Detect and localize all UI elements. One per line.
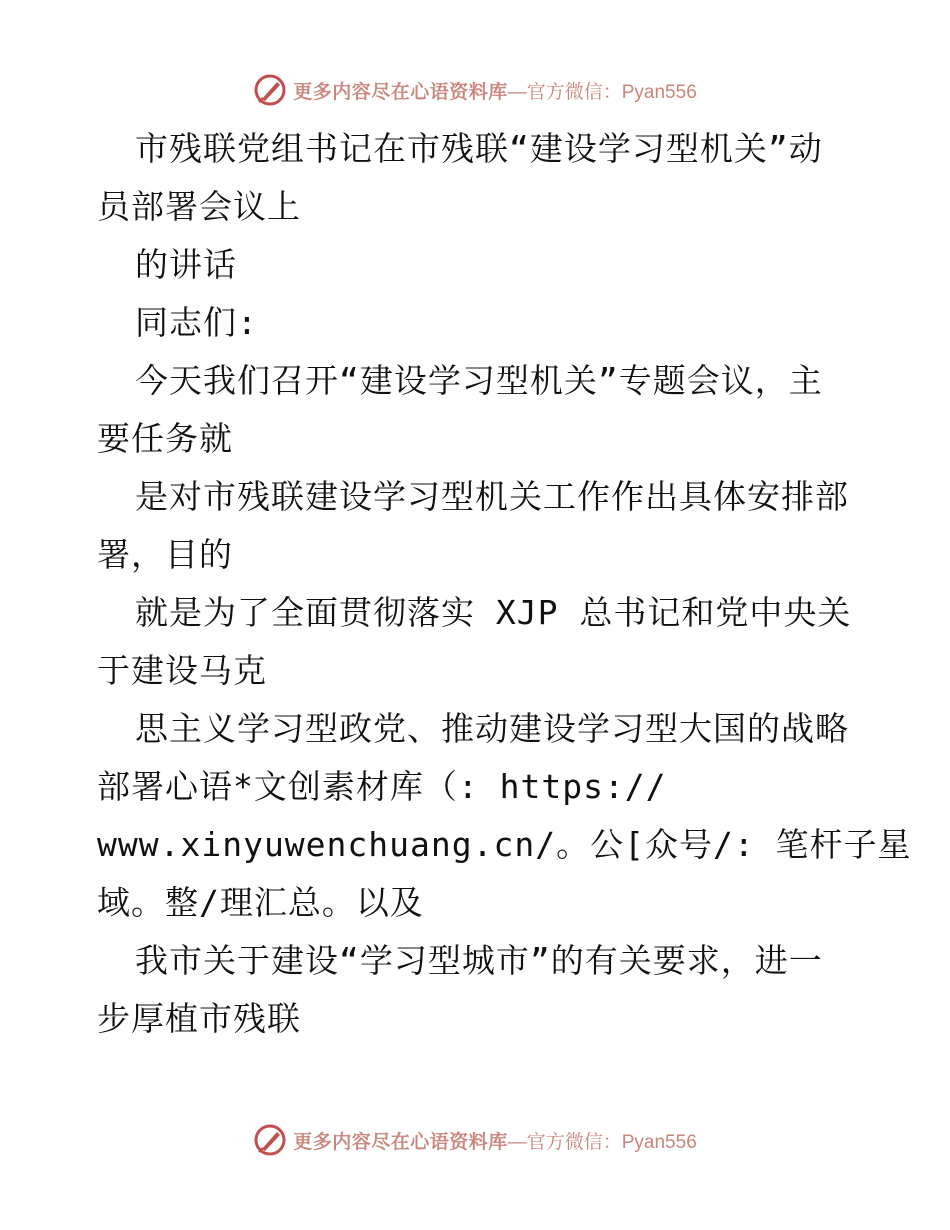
text-line: 思主义学习型政党、推动建设学习型大国的战略 xyxy=(135,709,849,748)
quill-pen-logo-icon xyxy=(253,73,287,107)
banner-contact: —官方微信：Pyan556 xyxy=(507,1131,697,1153)
text-line: 市残联党组书记在市残联“建设学习型机关”动 xyxy=(135,129,823,168)
text-line: 部署心语*文创素材库（: https:// xyxy=(97,767,667,806)
text-line: 就是为了全面贯彻落实 XJP 总书记和党中央关 xyxy=(135,593,852,632)
text-line: 步厚植市残联 xyxy=(97,999,301,1038)
banner-text: 更多内容尽在心语资料库 xyxy=(293,80,508,103)
text-line: www.xinyuwenchuang.cn/。公[众号/: 笔杆子星 xyxy=(97,825,912,864)
header-banner xyxy=(0,70,950,110)
text-line: 要任务就 xyxy=(97,419,233,458)
text-line: 同志们: xyxy=(135,303,258,342)
text-line: 是对市残联建设学习型机关工作作出具体安排部 xyxy=(135,477,849,516)
banner-contact: —官方微信：Pyan556 xyxy=(507,81,697,103)
document-body xyxy=(97,120,912,1048)
text-line: 署，目的 xyxy=(97,535,233,574)
text-line: 员部署会议上 xyxy=(97,187,301,226)
text-line: 的讲话 xyxy=(135,245,237,284)
banner-text: 更多内容尽在心语资料库 xyxy=(293,1130,508,1153)
text-line: 今天我们召开“建设学习型机关”专题会议，主 xyxy=(135,361,823,400)
text-line: 于建设马克 xyxy=(97,651,267,690)
footer-banner xyxy=(0,1120,950,1160)
quill-pen-logo-icon xyxy=(253,1123,287,1157)
text-line: 我市关于建设“学习型城市”的有关要求，进一 xyxy=(135,941,823,980)
text-line: 域。整/理汇总。以及 xyxy=(97,883,424,922)
